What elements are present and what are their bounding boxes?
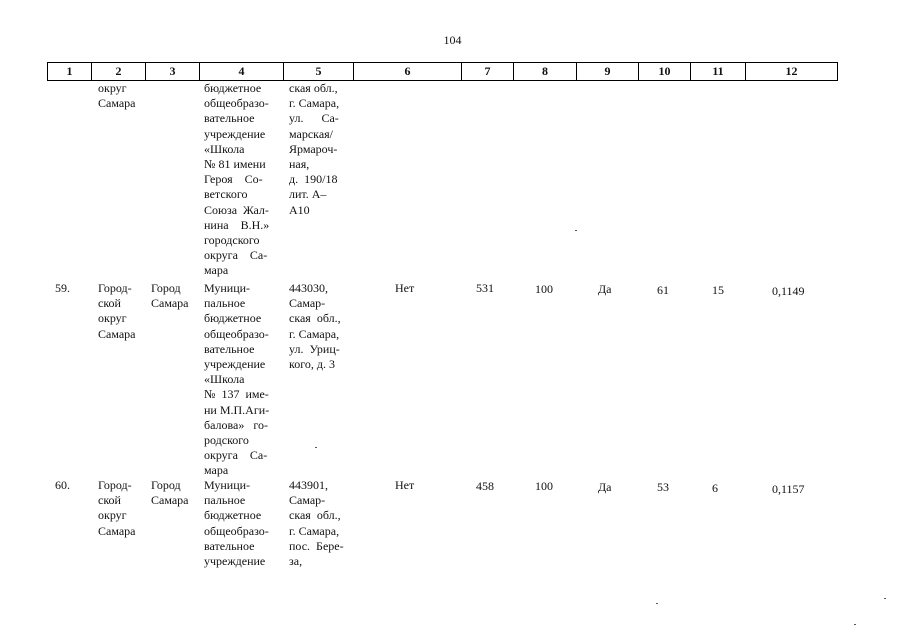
column-header-5: 5 (283, 62, 353, 81)
column-header-7: 7 (461, 62, 513, 81)
column-header-9: 9 (576, 62, 638, 81)
col11-value: 15 (712, 283, 724, 297)
col7-value: 531 (476, 281, 494, 295)
col6-value: Нет (395, 478, 415, 492)
address-cell: 443030, Самар- ская обл., г. Самара, ул. Уриц- кого, д. 3 (289, 281, 341, 372)
col11-value: 6 (712, 481, 718, 495)
col7-value: 458 (476, 479, 494, 493)
col10-value: 53 (657, 480, 669, 494)
column-header-3: 3 (145, 62, 199, 81)
scan-speck (884, 598, 886, 599)
column-header-2: 2 (91, 62, 145, 81)
col12-value: 0,1157 (772, 482, 805, 496)
col12-value: 0,1149 (772, 284, 805, 298)
scan-speck (575, 230, 577, 231)
col8-value: 100 (535, 282, 553, 296)
continuation-district-cell: округ Самара (98, 81, 136, 111)
col9-value: Да (598, 282, 612, 296)
page-number: 104 (443, 33, 462, 47)
column-header-6: 6 (353, 62, 461, 81)
col9-value: Да (598, 480, 612, 494)
col6-value: Нет (395, 281, 415, 295)
col8-value: 100 (535, 479, 553, 493)
continuation-address-cell: ская обл., г. Самара, ул. Са- марская/ Ярмароч- ная, д. 190/18 лит. А– А10 (289, 81, 340, 217)
column-header-10: 10 (638, 62, 690, 81)
scan-speck (315, 447, 317, 448)
institution-cell: Муници- пальное бюджетное общеобразо- вательное учреждение (204, 478, 269, 569)
scan-speck (854, 624, 856, 625)
locality-cell: Город Самара (151, 281, 189, 311)
column-header-11: 11 (690, 62, 745, 81)
row-number: 60. (55, 478, 70, 492)
column-header-4: 4 (199, 62, 283, 81)
institution-cell: Муници- пальное бюджетное общеобразо- вательное учреждение «Школа № 137 име- ни М.П.Аги- балова» го- родского округа Са- мара (204, 281, 270, 478)
continuation-institution-cell: бюджетное общеобразо- вательное учреждение «Школа № 81 имени Героя Со- ветского Союза Жал- нина В.Н.» городского округа Са- мара (204, 81, 270, 278)
district-cell: Город- ской округ Самара (98, 281, 136, 341)
district-cell: Город- ской округ Самара (98, 478, 136, 538)
address-cell: 443901, Самар- ская обл., г. Самара, пос. Бере- за, (289, 478, 344, 569)
row-number: 59. (55, 281, 70, 295)
scan-speck (656, 603, 658, 604)
column-header-12: 12 (745, 62, 838, 81)
column-header-8: 8 (513, 62, 576, 81)
column-header-1: 1 (47, 62, 91, 81)
locality-cell: Город Самара (151, 478, 189, 508)
col10-value: 61 (657, 283, 669, 297)
